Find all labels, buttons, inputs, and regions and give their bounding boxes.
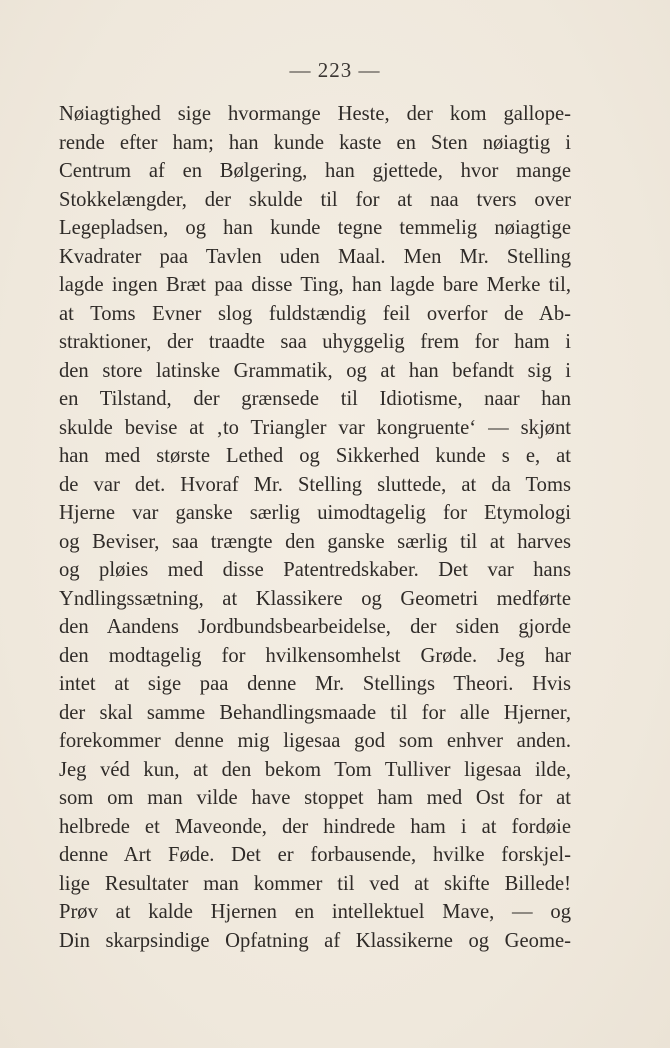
body-text bbox=[59, 100, 571, 955]
text-line: intet at sige paa denne Mr. Stellings Theori. Hvis bbox=[59, 673, 571, 695]
text-line: Kvadrater paa Tavlen uden Maal. Men Mr. Stelling bbox=[59, 245, 571, 268]
text-line: lige Resultater man kommer til ved at skifte Billede! bbox=[59, 872, 571, 895]
text-line: at Toms Evner slog fuldstændig feil overfor de Ab- bbox=[59, 302, 571, 325]
text-line: Jeg véd kun, at den bekom Tom Tulliver ligesaa ilde, bbox=[59, 758, 571, 781]
page-number: — 223 — bbox=[289, 58, 381, 82]
text-line: den modtagelig for hvilkensomhelst Grøde. Jeg har bbox=[59, 644, 571, 667]
text-line: de var det. Hvoraf Mr. Stelling sluttede, at da Toms bbox=[59, 473, 571, 496]
text-line: skulde bevise at ‚to Triangler var kongruente‘ — skjønt bbox=[59, 416, 571, 439]
text-line: helbrede et Maveonde, der hindrede ham i at fordøie bbox=[59, 815, 571, 838]
text-line: som om man vilde have stoppet ham med Ost for at bbox=[59, 787, 571, 809]
text-line: den Aandens Jordbundsbearbeidelse, der siden gjorde bbox=[59, 616, 571, 638]
text-line: straktioner, der traadte saa uhyggelig frem for ham i bbox=[59, 331, 571, 353]
text-line: og Beviser, saa trængte den ganske særlig til at harves bbox=[59, 530, 571, 553]
text-line: der skal samme Behandlingsmaade til for alle Hjerner, bbox=[59, 701, 571, 724]
text-line: Stokkelængder, der skulde til for at naa tvers over bbox=[59, 188, 571, 211]
text-line: rende efter ham; han kunde kaste en Sten nøiagtig i bbox=[59, 131, 571, 154]
text-line: og pløies med disse Patentredskaber. Det var hans bbox=[59, 559, 571, 581]
text-line: Hjerne var ganske særlig uimodtagelig for Etymologi bbox=[59, 502, 571, 524]
text-line: han med største Lethed og Sikkerhed kunde s e, at bbox=[59, 445, 571, 467]
text-line: Legepladsen, og han kunde tegne temmelig nøiagtige bbox=[59, 217, 571, 239]
text-line: forekommer denne mig ligesaa god som enhver anden. bbox=[59, 730, 571, 752]
text-line: den store latinske Grammatik, og at han befandt sig i bbox=[59, 359, 571, 382]
text-line: Nøiagtighed sige hvormange Heste, der kom gallope- bbox=[59, 103, 571, 125]
text-line: lagde ingen Bræt paa disse Ting, han lagde bare Merke til, bbox=[59, 274, 571, 296]
text-line: Prøv at kalde Hjernen en intellektuel Mave, — og bbox=[59, 901, 571, 923]
text-line: Din skarpsindige Opfatning af Klassikerne og Geome- bbox=[59, 929, 571, 952]
text-line: en Tilstand, der grænsede til Idiotisme, naar han bbox=[59, 388, 571, 410]
text-line: Yndlingssætning, at Klassikere og Geometri medførte bbox=[59, 587, 571, 610]
text-line: denne Art Føde. Det er forbausende, hvilke forskjel- bbox=[59, 844, 571, 866]
text-line: Centrum af en Bølgering, han gjettede, hvor mange bbox=[59, 160, 571, 182]
